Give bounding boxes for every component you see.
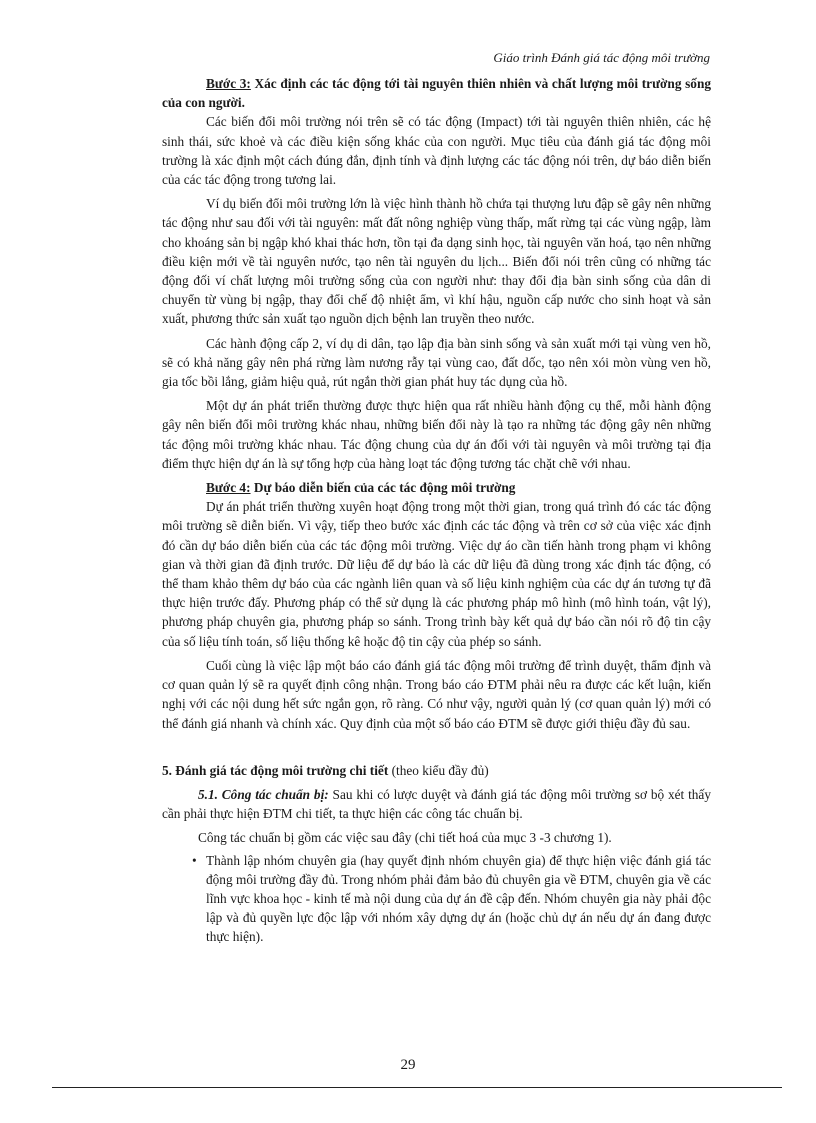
subsection-5-1 bbox=[162, 785, 711, 823]
step4-paragraph-2: Cuối cùng là việc lập một báo cáo đánh giá tác động môi trường để trình duyệt, thẩm định và cơ quan quản lý sẽ ra quyết định công nhận. Trong báo cáo ĐTM phải nêu ra được các kết luận, kiến nghị với các nội dung hết sức ngắn gọn, rõ ràng. Có như vậy, người quản lý (cơ quan quản lý) mới có thể đánh giá nhanh và chính xác. Quy định của một số báo cáo ĐTM sẽ được giới thiệu đầy đủ sau. bbox=[162, 657, 711, 731]
step3-heading bbox=[162, 74, 711, 112]
step3-paragraph-2: Ví dụ biến đổi môi trường lớn là việc hình thành hồ chứa tại thượng lưu đập sẽ gây nên những tác động như sau đối với tài nguyên: mất đất nông nghiệp vùng thấp, mất rừng tại các vùng ngập, làm cho khoáng sản bị ngập khó khai thác hơn, tồn tại đa dạng sinh học, tài nguyên văn hoá, tạo nên những điều kiện mới về tài nguyên nước, tạo nên tài nguyên du lịch... Biến đổi nói trên cũng có những tác động đối ví chất lượng môi trường sống của con người như: thay đổi địa bàn sinh sống của dân di chuyển từ vùng bị ngập, thay đổi chế độ nhiệt ẩm, vì khí hậu, nguồn cấp nước cho sinh hoạt và sản xuất, phương thức sản xuất tạo nguồn dịch bệnh lan truyền theo nước. bbox=[162, 196, 711, 327]
section-5-heading bbox=[162, 761, 711, 780]
subsection-5-1-label: 5.1. Công tác chuẩn bị: bbox=[198, 786, 329, 802]
step3-paragraph-4: Một dự án phát triển thường được thực hiện qua rất nhiều hành động cụ thể, mỗi hành động gây nên biến đổi môi trường khác nhau, những biến đổi này là tạo ra những tác động gây nên những tác động môi trường khác nhau. Tác động chung của dự án đối với tài nguyên và môi trường tại địa điểm thực hiện dự án là sự tổng hợp của hàng loạt tác động tương tác chặt chẽ với nhau. bbox=[162, 398, 711, 471]
section-5-note: (theo kiểu đầy đủ) bbox=[388, 762, 489, 778]
subsection-5-1-text: Sau khi có lược duyệt và đánh giá tác động môi trường sơ bộ xét thấy cần phải thực hiện ĐTM chi tiết, ta thực hiện các công tác chuẩn bị. bbox=[162, 786, 711, 822]
step4-title: Dự báo diễn biến của các tác động môi trường bbox=[250, 480, 516, 496]
step4-label: Bước 4: bbox=[206, 480, 251, 496]
page-body bbox=[162, 74, 711, 947]
step3-paragraph-1: Các biến đổi môi trường nói trên sẽ có tác động (Impact) tới tài nguyên thiên nhiên, các hệ sinh thái, sức khoẻ và các điều kiện sống khác của con người. Mục tiêu của đánh giá tác động môi trường là xác định một cách đúng đắn, định tính và định lượng các tác động nói trên, dự báo diễn biến của các tác động trong tương lai. bbox=[162, 114, 711, 188]
list-item bbox=[162, 851, 711, 947]
footer-divider bbox=[52, 1087, 782, 1088]
step4-paragraph-1: Dự án phát triển thường xuyên hoạt động trong một thời gian, trong quá trình đó các tác động môi trường sẽ diễn biến. Vì vậy, tiếp theo bước xác định các tác động và trên cơ sở của việc xác định đó cần dự báo diễn biến của các tác động môi trường. Việc dự áo cần tiến hành trong phạm vi không gian và thời gian đã định trước. Dữ liệu để dự báo là các dữ liệu đã dùng trong xác định tác động, có thể tham khảo thêm dự báo của các ngành liên quan và số liệu kinh nghiệm của các dự án tương tự đã thực hiện trước đấy. Phương pháp có thể sử dụng là các phương pháp mô hình (mô hình toán, vật lý), phương pháp chuyên gia, phương pháp so sánh. Trong trình bày kết quả dự báo cần nói rõ độ tin cậy của số liệu tính toán, số liệu thống kê hoặc độ tin cậy của phép so sánh. bbox=[162, 499, 711, 649]
step4-heading bbox=[162, 478, 711, 497]
bullet-icon: • bbox=[192, 852, 197, 868]
page-number: 29 bbox=[400, 1057, 416, 1073]
section-5-title: 5. Đánh giá tác động môi trường chi tiết bbox=[162, 762, 389, 778]
list-item-text: Thành lập nhóm chuyên gia (hay quyết định nhóm chuyên gia) để thực hiện việc đánh giá tác động môi trường đầy đủ. Trong nhóm phải đảm bảo đủ chuyên gia về ĐTM, chuyên gia về các lĩnh vực khoa học - kinh tế mà nội dung của dự án đề cập đến. Nhóm chuyên gia này phải độc lập và đủ quyền lực độc lập với nhóm xây dựng dự án (hoặc chủ dự án nếu dự án đang được thực hiện). bbox=[206, 852, 711, 945]
step3-label: Bước 3: bbox=[206, 76, 251, 91]
step3-title: Xác định các tác động tới tài nguyên thiên nhiên và chất lượng môi trường sống của con người. bbox=[162, 76, 711, 111]
running-header: Giáo trình Đánh giá tác động môi trường bbox=[493, 50, 710, 65]
step3-paragraph-3: Các hành động cấp 2, ví dụ di dân, tạo lập địa bàn sinh sống và sản xuất mới tại vùng ven hồ, sẽ có khả năng gây nên phá rừng làm nương rẫy tại vùng cao, đất dốc, tạo nên xói mòn vùng ven hồ, gia tốc bồi lắng, giảm hiệu quả, rút ngắn thời gian phát huy tác dụng của hồ. bbox=[162, 335, 711, 390]
preparation-intro: Công tác chuẩn bị gồm các việc sau đây (chi tiết hoá của mục 3 -3 chương 1). bbox=[198, 830, 612, 846]
